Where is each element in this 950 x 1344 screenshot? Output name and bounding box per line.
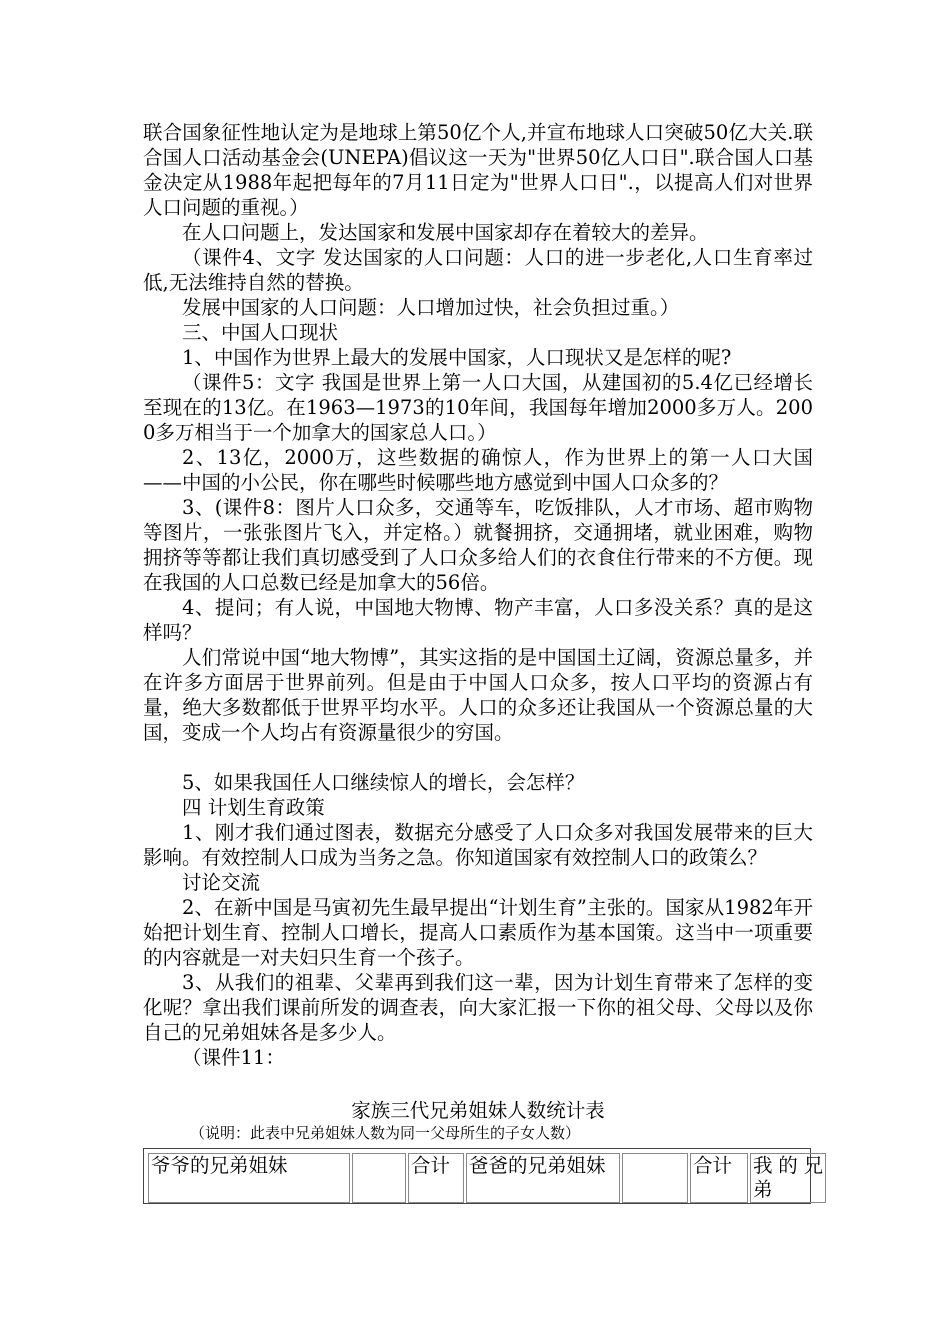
paragraph: （课件4、文字 发达国家的人口问题：人口的进一步老化,人口生育率过低,无法维持自然的替换。 (143, 246, 813, 294)
document-body (143, 120, 813, 1070)
blank-line (143, 745, 813, 770)
table-cell-total: 合计 (408, 1153, 464, 1203)
statistics-table (143, 1148, 823, 1204)
table-cell-empty (622, 1153, 688, 1203)
table-title: 家族三代兄弟姐妹人数统计表 (351, 1099, 605, 1122)
paragraph: 发展中国家的人口问题：人口增加过快，社会负担过重。） (182, 296, 680, 319)
paragraph: 1、中国作为世界上最大的发展中国家，人口现状又是怎样的呢? (182, 346, 732, 369)
paragraph: 1、刚才我们通过图表，数据充分感受了人口众多对我国发展带来的巨大影响。有效控制人口成为当务之急。你知道国家有效控制人口的政策么？ (143, 821, 813, 869)
table-cell-empty (352, 1153, 406, 1203)
table-cell-my-siblings: 我的兄弟 (750, 1153, 826, 1203)
section-heading: 三、中国人口现状 (182, 321, 339, 344)
paragraph: 讨论交流 (182, 871, 261, 894)
section-heading: 四 计划生育政策 (182, 796, 325, 819)
paragraph: （课件5：文字 我国是世界上第一人口大国，从建国初的5.4亿已经增长至现在的13亿。在1963—1973的10年间，我国每年增加2000多万人。2000多万相当于一个加拿大的国家总人口。） (143, 371, 813, 444)
paragraph: （课件11： (182, 1046, 285, 1069)
paragraph: 3、从我们的祖辈、父辈再到我们这一辈，因为计划生育带来了怎样的变化呢？拿出我们课前所发的调查表，向大家汇报一下你的祖父母、父母以及你自己的兄弟姐妹各是多少人。 (143, 971, 813, 1044)
paragraph: 4、提问；有人说，中国地大物博、物产丰富，人口多没关系？真的是这样吗？ (143, 596, 813, 644)
table-cell-total: 合计 (690, 1153, 748, 1203)
paragraph: 2、13亿，2000万，这些数据的确惊人，作为世界上的第一人口大国——中国的小公民，你在哪些时候哪些地方感觉到中国人口众多的？ (143, 446, 813, 494)
table-row (148, 1153, 826, 1203)
paragraph: 人们常说中国“地大物博”，其实这指的是中国国土辽阔，资源总量多，并在许多方面居于世界前列。但是由于中国人口众多，按人口平均的资源占有量，绝大多数都低于世界平均水平。人口的众多还让我国从一个资源总量的大国，变成一个人均占有资源量很少的穷国。 (143, 646, 813, 744)
table-note: （说明：此表中兄弟姐妹人数为同一父母所生的子女人数） (190, 1124, 581, 1142)
paragraph: 5、如果我国任人口继续惊人的增长，会怎样？ (182, 771, 585, 794)
table-cell-father-siblings: 爸爸的兄弟姐妹 (466, 1153, 620, 1203)
paragraph: 2、在新中国是马寅初先生最早提出“计划生育”主张的。国家从1982年开始把计划生育、控制人口增长，提高人口素质作为基本国策。这当中一项重要的内容就是一对夫妇只生育一个孩子。 (143, 896, 813, 969)
paragraph: 联合国象征性地认定为是地球上第50亿个人,并宣布地球人口突破50亿大关.联合国人口活动基金会(UNEPA)倡议这一天为"世界50亿人口日".联合国人口基金决定从1988年起把每年的7月11日定为"世界人口日".，以提高人们对世界人口问题的重视。） (143, 121, 813, 219)
paragraph: 在人口问题上，发达国家和发展中国家却存在着较大的差异。 (182, 221, 709, 244)
paragraph: 3、(课件8：图片人口众多，交通等车，吃饭排队，人才市场、超市购物等图片，一张张图片飞入，并定格。）就餐拥挤，交通拥堵，就业困难，购物拥挤等等都让我们真切感受到了人口众多给人们的衣食住行带来的不方便。现在我国的人口总数已经是加拿大的56倍。 (143, 496, 813, 594)
table-cell-grandfather-siblings: 爷爷的兄弟姐妹 (148, 1153, 350, 1203)
